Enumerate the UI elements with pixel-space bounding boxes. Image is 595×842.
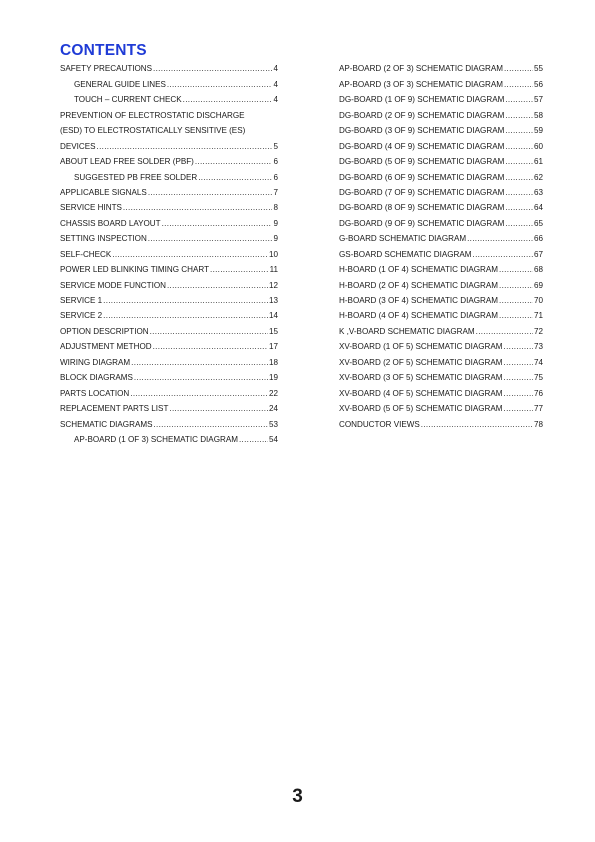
toc-entry-label: SAFETY PRECAUTIONS <box>60 64 153 74</box>
page-number: 3 <box>292 786 303 807</box>
toc-entry[interactable] <box>60 167 278 182</box>
toc-entry-label: DG-BOARD (6 OF 9) SCHEMATIC DIAGRAM <box>339 172 505 182</box>
toc-dot-leader <box>505 95 533 105</box>
toc-entry[interactable] <box>339 275 543 290</box>
toc-entry[interactable] <box>339 260 543 275</box>
toc-entry-label: CHASSIS BOARD LAYOUT <box>60 218 161 228</box>
toc-entry-label: H-BOARD (4 OF 4) SCHEMATIC DIAGRAM <box>339 311 499 321</box>
toc-entry-label: H-BOARD (2 OF 4) SCHEMATIC DIAGRAM <box>339 280 499 290</box>
toc-entry-label: SELF-CHECK <box>60 249 112 259</box>
toc-entry[interactable] <box>60 352 278 367</box>
toc-entry-page: 10 <box>268 249 278 259</box>
toc-entry-label: DG-BOARD (9 OF 9) SCHEMATIC DIAGRAM <box>339 218 505 228</box>
toc-entry[interactable] <box>60 306 278 321</box>
toc-entry[interactable] <box>339 399 543 414</box>
toc-entry-page: 19 <box>268 373 278 383</box>
toc-entry-label: SETTING INSPECTION <box>60 234 147 244</box>
toc-entry-label: ADJUSTMENT METHOD <box>60 342 152 352</box>
toc-entry-page: 4 <box>273 79 278 89</box>
toc-dot-leader <box>504 64 533 74</box>
toc-entry[interactable] <box>60 105 278 120</box>
toc-dot-leader <box>169 404 268 414</box>
toc-entry-label: G-BOARD SCHEMATIC DIAGRAM <box>339 234 467 244</box>
toc-entry[interactable] <box>339 368 543 383</box>
toc-entry-page: 13 <box>268 296 278 305</box>
toc-entry[interactable] <box>60 414 278 429</box>
toc-entry-page: 72 <box>533 326 543 336</box>
toc-dot-leader <box>183 95 273 105</box>
toc-dot-leader <box>504 389 533 399</box>
toc-entry[interactable] <box>339 105 543 120</box>
toc-entry-label: AP-BOARD (1 OF 3) SCHEMATIC DIAGRAM <box>74 434 238 444</box>
toc-entry-page: 11 <box>269 265 278 275</box>
toc-dot-leader <box>148 188 273 198</box>
toc-entry[interactable] <box>60 383 278 398</box>
toc-entry[interactable] <box>60 183 278 198</box>
toc-entry[interactable] <box>339 121 543 136</box>
toc-entry-page: 56 <box>533 79 543 89</box>
toc-entry[interactable] <box>339 352 543 367</box>
toc-entry-label: POWER LED BLINKING TIMING CHART <box>60 265 210 275</box>
toc-entry-page: 77 <box>533 404 543 414</box>
toc-dot-leader <box>505 203 533 213</box>
toc-entry[interactable] <box>60 229 278 244</box>
toc-dot-leader <box>148 234 273 244</box>
toc-dot-leader <box>499 296 533 306</box>
toc-entry-page: 73 <box>533 342 543 352</box>
toc-entry[interactable] <box>60 291 278 306</box>
toc-entry-label: PREVENTION OF ELECTROSTATIC DISCHARGE <box>60 110 245 120</box>
toc-entry[interactable] <box>60 321 278 336</box>
toc-entry-label: DG-BOARD (1 OF 9) SCHEMATIC DIAGRAM <box>339 95 505 105</box>
toc-entry-label: SERVICE 1 <box>60 296 103 305</box>
toc-entry-label: GENERAL GUIDE LINES <box>74 79 166 89</box>
toc-entry-label: XV-BOARD (5 OF 5) SCHEMATIC DIAGRAM <box>339 404 503 414</box>
toc-entry-page: 69 <box>533 280 543 290</box>
toc-entry-page: 15 <box>268 326 278 336</box>
toc-entry-page: 24 <box>268 404 278 414</box>
toc-dot-leader <box>505 142 533 152</box>
toc-entry[interactable] <box>339 198 543 213</box>
toc-dot-leader <box>505 111 533 121</box>
toc-entry[interactable] <box>339 167 543 182</box>
toc-entry[interactable] <box>60 213 278 228</box>
toc-dot-leader <box>473 250 533 260</box>
toc-entry-label: DG-BOARD (4 OF 9) SCHEMATIC DIAGRAM <box>339 141 505 151</box>
toc-dot-leader <box>504 373 533 383</box>
toc-dot-leader <box>153 64 272 74</box>
toc-entry-page: 17 <box>268 342 278 352</box>
toc-entry-page: 65 <box>533 218 543 228</box>
toc-entry[interactable] <box>60 275 278 290</box>
toc-entry-page: 8 <box>273 203 278 213</box>
toc-entry-page: 14 <box>268 311 278 321</box>
toc-entry[interactable] <box>60 430 278 445</box>
toc-entry-label: DG-BOARD (7 OF 9) SCHEMATIC DIAGRAM <box>339 187 505 197</box>
toc-entry-page: 61 <box>533 157 543 167</box>
toc-entry[interactable] <box>60 260 278 275</box>
toc-entry-page: 71 <box>533 311 543 321</box>
toc-entry-label: AP-BOARD (2 OF 3) SCHEMATIC DIAGRAM <box>339 64 503 74</box>
toc-dot-leader <box>150 327 268 337</box>
toc-dot-leader <box>103 296 268 306</box>
toc-dot-leader <box>162 219 273 229</box>
toc-entry-label: H-BOARD (3 OF 4) SCHEMATIC DIAGRAM <box>339 296 499 305</box>
toc-entry-page: 58 <box>533 110 543 120</box>
toc-entry-page: 54 <box>268 434 278 444</box>
toc-dot-leader <box>505 173 533 183</box>
toc-dot-leader <box>421 420 533 430</box>
toc-dot-leader <box>504 342 533 352</box>
toc-entry-page: 78 <box>533 419 543 429</box>
toc-entry-page: 55 <box>533 64 543 74</box>
toc-entry-page: 67 <box>533 249 543 259</box>
toc-entry-page: 63 <box>533 187 543 197</box>
toc-right-column <box>339 59 543 430</box>
toc-entry-page: 68 <box>533 265 543 275</box>
toc-entry-page: 59 <box>533 126 543 136</box>
toc-entry-label: TOUCH – CURRENT CHECK <box>74 95 182 105</box>
toc-dot-leader <box>198 173 272 183</box>
toc-entry[interactable] <box>60 244 278 259</box>
toc-entry[interactable] <box>60 59 278 74</box>
toc-dot-leader <box>504 80 533 90</box>
toc-entry-page: 60 <box>533 141 543 151</box>
toc-entry[interactable] <box>60 121 278 136</box>
toc-entry-label: AP-BOARD (3 OF 3) SCHEMATIC DIAGRAM <box>339 79 503 89</box>
toc-dot-leader <box>134 373 268 383</box>
toc-dot-leader <box>499 281 533 291</box>
toc-entry-page: 74 <box>533 357 543 367</box>
toc-entry[interactable] <box>339 59 543 74</box>
toc-entry-label: OPTION DESCRIPTION <box>60 326 149 336</box>
toc-entry-label: DG-BOARD (5 OF 9) SCHEMATIC DIAGRAM <box>339 157 505 167</box>
toc-entry-page: 6 <box>273 172 278 182</box>
toc-dot-leader <box>130 389 268 399</box>
toc-entry-label: XV-BOARD (3 OF 5) SCHEMATIC DIAGRAM <box>339 373 503 383</box>
toc-dot-leader <box>210 265 269 275</box>
toc-dot-leader <box>499 265 533 275</box>
toc-dot-leader <box>97 142 273 152</box>
toc-entry-page: 9 <box>273 218 278 228</box>
toc-dot-leader <box>505 219 533 229</box>
toc-entry-label: ABOUT LEAD FREE SOLDER (PBF) <box>60 157 194 167</box>
toc-entry-label: REPLACEMENT PARTS LIST <box>60 404 169 414</box>
toc-entry-label: GS-BOARD SCHEMATIC DIAGRAM <box>339 249 472 259</box>
toc-entry-label: BLOCK DIAGRAMS <box>60 373 133 383</box>
toc-dot-leader <box>499 311 533 321</box>
toc-entry[interactable] <box>339 183 543 198</box>
toc-entry-page: 22 <box>268 388 278 398</box>
toc-entry[interactable] <box>60 152 278 167</box>
toc-entry[interactable] <box>60 136 278 151</box>
toc-entry-label: SERVICE HINTS <box>60 203 122 213</box>
toc-entry-label: DG-BOARD (3 OF 9) SCHEMATIC DIAGRAM <box>339 126 505 136</box>
toc-dot-leader <box>112 250 268 260</box>
toc-dot-leader <box>505 157 533 167</box>
toc-entry-label: XV-BOARD (4 OF 5) SCHEMATIC DIAGRAM <box>339 388 503 398</box>
toc-entry-page: 5 <box>273 141 278 151</box>
toc-entry[interactable] <box>60 399 278 414</box>
toc-dot-leader <box>103 311 268 321</box>
toc-entry-label: (ESD) TO ELECTROSTATICALLY SENSITIVE (ES) <box>60 126 246 136</box>
toc-entry[interactable] <box>60 74 278 89</box>
toc-dot-leader <box>153 342 268 352</box>
toc-entry[interactable] <box>60 198 278 213</box>
toc-dot-leader <box>505 188 533 198</box>
toc-entry[interactable] <box>339 414 543 429</box>
toc-entry-page: 64 <box>533 203 543 213</box>
toc-dot-leader <box>505 126 533 136</box>
toc-left-column <box>60 59 278 445</box>
toc-dot-leader <box>167 281 268 291</box>
toc-entry-page: 75 <box>533 373 543 383</box>
toc-entry-page: 57 <box>533 95 543 105</box>
toc-entry[interactable] <box>339 229 543 244</box>
toc-entry-label: XV-BOARD (1 OF 5) SCHEMATIC DIAGRAM <box>339 342 503 352</box>
toc-dot-leader <box>195 157 273 167</box>
toc-entry[interactable] <box>339 291 543 306</box>
toc-entry-page: 4 <box>273 95 278 105</box>
toc-entry-label: H-BOARD (1 OF 4) SCHEMATIC DIAGRAM <box>339 265 499 275</box>
toc-dot-leader <box>476 327 533 337</box>
toc-entry-page: 7 <box>273 187 278 197</box>
toc-entry-label: K ,V-BOARD SCHEMATIC DIAGRAM <box>339 326 475 336</box>
toc-entry-page: 66 <box>533 234 543 244</box>
toc-entry-label: DG-BOARD (8 OF 9) SCHEMATIC DIAGRAM <box>339 203 505 213</box>
toc-dot-leader <box>239 435 268 445</box>
toc-entry[interactable] <box>339 74 543 89</box>
toc-entry-label: DG-BOARD (2 OF 9) SCHEMATIC DIAGRAM <box>339 110 505 120</box>
toc-entry[interactable] <box>60 368 278 383</box>
toc-entry-page: 62 <box>533 172 543 182</box>
contents-heading: CONTENTS <box>60 42 147 59</box>
toc-entry-page: 53 <box>268 419 278 429</box>
toc-entry-page: 70 <box>533 296 543 305</box>
toc-entry[interactable] <box>60 90 278 105</box>
toc-entry-page: 6 <box>273 157 278 167</box>
toc-entry[interactable] <box>339 136 543 151</box>
toc-entry[interactable] <box>339 337 543 352</box>
toc-entry[interactable] <box>339 244 543 259</box>
toc-entry-label: SUGGESTED PB FREE SOLDER <box>74 172 198 182</box>
toc-entry-label: APPLICABLE SIGNALS <box>60 187 147 197</box>
toc-entry[interactable] <box>339 152 543 167</box>
toc-entry[interactable] <box>339 306 543 321</box>
toc-dot-leader <box>467 234 533 244</box>
toc-entry-page: 4 <box>273 64 278 74</box>
toc-entry[interactable] <box>339 90 543 105</box>
toc-entry-label: SERVICE MODE FUNCTION <box>60 280 166 290</box>
toc-entry-label: WIRING DIAGRAM <box>60 357 131 367</box>
toc-entry-label: XV-BOARD (2 OF 5) SCHEMATIC DIAGRAM <box>339 357 503 367</box>
toc-entry-label: SERVICE 2 <box>60 311 103 321</box>
toc-entry-label: DEVICES <box>60 141 96 151</box>
toc-dot-leader <box>131 358 268 368</box>
toc-dot-leader <box>154 420 268 430</box>
toc-entry[interactable] <box>339 383 543 398</box>
toc-entry-label: CONDUCTOR VIEWS <box>339 419 420 429</box>
toc-entry[interactable] <box>60 337 278 352</box>
toc-dot-leader <box>504 404 533 414</box>
toc-entry-page: 76 <box>533 388 543 398</box>
toc-entry-label: SCHEMATIC DIAGRAMS <box>60 419 153 429</box>
toc-entry[interactable] <box>339 321 543 336</box>
toc-dot-leader <box>167 80 273 90</box>
toc-dot-leader <box>504 358 533 368</box>
toc-entry-label: PARTS LOCATION <box>60 388 130 398</box>
toc-entry-page: 12 <box>268 280 278 290</box>
toc-entry-page: 9 <box>273 234 278 244</box>
toc-entry[interactable] <box>339 213 543 228</box>
toc-dot-leader <box>123 203 273 213</box>
toc-entry-page: 18 <box>268 357 278 367</box>
